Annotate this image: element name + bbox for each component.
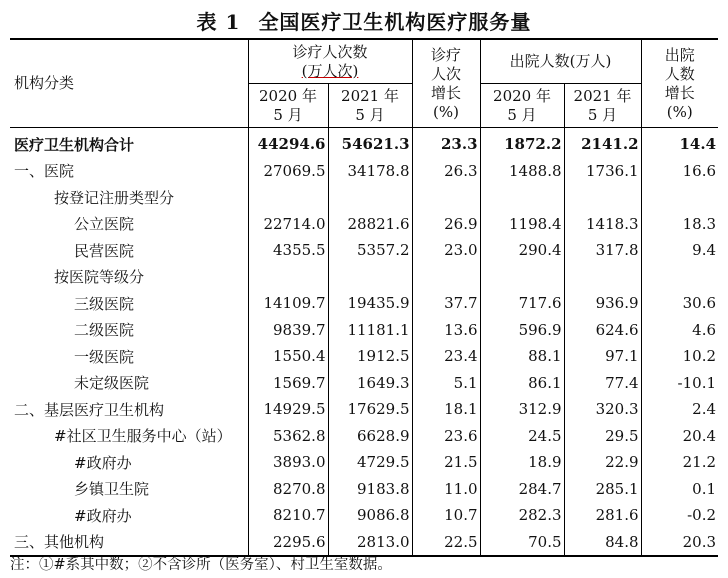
cell-visits-2020 — [248, 264, 328, 291]
cell-visits-2021: 5357.2 — [328, 237, 412, 264]
cell-visits-growth — [412, 264, 480, 291]
cell-visits-2021: 17629.5 — [328, 396, 412, 423]
cell-visits-2020 — [248, 184, 328, 211]
cell-visits-2020: 44294.6 — [248, 128, 328, 158]
row-name: #政府办 — [74, 453, 132, 472]
cell-visits-2021: 19435.9 — [328, 290, 412, 317]
row-name: 未定级医院 — [74, 374, 150, 393]
table-row — [10, 184, 718, 211]
cell-discharge-2020 — [480, 264, 564, 291]
table-row — [10, 290, 718, 317]
cell-visits-2021: 28821.6 — [328, 211, 412, 238]
cell-discharge-2021: 29.5 — [564, 423, 641, 450]
row-name: 民营医院 — [74, 241, 135, 260]
cell-visits-growth: 10.7 — [412, 502, 480, 529]
cell-discharge-growth: -0.2 — [641, 502, 718, 529]
header-discharge-2021: 2021 年 5 月 — [564, 84, 641, 128]
cell-discharge-growth: 16.6 — [641, 158, 718, 185]
cell-visits-2020: 14109.7 — [248, 290, 328, 317]
cell-visits-2020: 8210.7 — [248, 502, 328, 529]
cell-visits-growth: 23.0 — [412, 237, 480, 264]
cell-discharge-growth: 18.3 — [641, 211, 718, 238]
cell-visits-2021: 9086.8 — [328, 502, 412, 529]
table-row — [10, 211, 718, 238]
cell-discharge-growth: 21.2 — [641, 449, 718, 476]
row-name: 二、基层医疗卫生机构 — [14, 400, 165, 419]
cell-discharge-2020: 18.9 — [480, 449, 564, 476]
cell-discharge-2020: 596.9 — [480, 317, 564, 344]
cell-visits-2021: 2813.0 — [328, 529, 412, 557]
row-name: #政府办 — [74, 506, 132, 525]
row-name: 三、其他机构 — [14, 533, 105, 552]
cell-visits-growth: 11.0 — [412, 476, 480, 503]
table-row — [10, 370, 718, 397]
cell-visits-2021 — [328, 184, 412, 211]
cell-visits-growth — [412, 184, 480, 211]
cell-visits-growth: 23.4 — [412, 343, 480, 370]
cell-discharge-2020: 1198.4 — [480, 211, 564, 238]
table-row — [10, 396, 718, 423]
row-name: 一级医院 — [74, 347, 135, 366]
cell-visits-2021: 6628.9 — [328, 423, 412, 450]
cell-discharge-2021: 320.3 — [564, 396, 641, 423]
cell-discharge-growth: 4.6 — [641, 317, 718, 344]
cell-visits-2020: 4355.5 — [248, 237, 328, 264]
table-title — [0, 6, 728, 35]
header-visits-2021: 2021 年 5 月 — [328, 84, 412, 128]
cell-discharge-2020 — [480, 184, 564, 211]
header-visits-group: 诊疗人次数 (万人次) — [248, 39, 412, 84]
cell-visits-growth: 21.5 — [412, 449, 480, 476]
row-name: #社区卫生服务中心（站） — [54, 427, 232, 446]
cell-discharge-growth: 9.4 — [641, 237, 718, 264]
cell-discharge-2021: 285.1 — [564, 476, 641, 503]
row-name: 按医院等级分 — [54, 268, 145, 287]
cell-discharge-2021: 317.8 — [564, 237, 641, 264]
cell-discharge-growth: 0.1 — [641, 476, 718, 503]
cell-visits-growth: 5.1 — [412, 370, 480, 397]
table-row — [10, 343, 718, 370]
cell-visits-2020: 22714.0 — [248, 211, 328, 238]
table-title-text: 全国医疗卫生机构医疗服务量 — [258, 10, 532, 34]
cell-discharge-2020: 290.4 — [480, 237, 564, 264]
header-discharge-growth: 出院 人数 增长 (%) — [641, 39, 718, 128]
table-row — [10, 158, 718, 185]
cell-discharge-2020: 70.5 — [480, 529, 564, 557]
cell-discharge-growth: 30.6 — [641, 290, 718, 317]
cell-discharge-growth — [641, 264, 718, 291]
cell-visits-2021: 34178.8 — [328, 158, 412, 185]
cell-discharge-2021: 77.4 — [564, 370, 641, 397]
table-row — [10, 317, 718, 344]
cell-discharge-2021: 1736.1 — [564, 158, 641, 185]
cell-discharge-2020: 86.1 — [480, 370, 564, 397]
cell-visits-2020: 9839.7 — [248, 317, 328, 344]
table-row — [10, 128, 718, 158]
cell-visits-2021: 1649.3 — [328, 370, 412, 397]
cell-discharge-2021: 281.6 — [564, 502, 641, 529]
cell-discharge-2020: 1488.8 — [480, 158, 564, 185]
row-name: 二级医院 — [74, 321, 135, 340]
cell-visits-2020: 1569.7 — [248, 370, 328, 397]
cell-visits-growth: 37.7 — [412, 290, 480, 317]
cell-discharge-growth — [641, 184, 718, 211]
cell-discharge-2021: 1418.3 — [564, 211, 641, 238]
cell-visits-growth: 18.1 — [412, 396, 480, 423]
cell-discharge-2020: 88.1 — [480, 343, 564, 370]
header-visits-growth: 诊疗 人次 增长 (%) — [412, 39, 480, 128]
cell-discharge-growth: 20.4 — [641, 423, 718, 450]
cell-discharge-2020: 24.5 — [480, 423, 564, 450]
cell-visits-2020: 14929.5 — [248, 396, 328, 423]
cell-visits-growth: 26.9 — [412, 211, 480, 238]
cell-visits-2021: 4729.5 — [328, 449, 412, 476]
row-name: 公立医院 — [74, 215, 135, 234]
cell-discharge-2021: 936.9 — [564, 290, 641, 317]
cell-visits-2021: 11181.1 — [328, 317, 412, 344]
cell-visits-growth: 23.3 — [412, 128, 480, 158]
table-row — [10, 237, 718, 264]
cell-discharge-2020: 312.9 — [480, 396, 564, 423]
cell-visits-growth: 26.3 — [412, 158, 480, 185]
table-row — [10, 423, 718, 450]
cell-discharge-growth: 2.4 — [641, 396, 718, 423]
cell-discharge-2020: 282.3 — [480, 502, 564, 529]
cell-discharge-growth: 20.3 — [641, 529, 718, 557]
header-discharge-2020: 2020 年 5 月 — [480, 84, 564, 128]
cell-discharge-2020: 1872.2 — [480, 128, 564, 158]
row-name: 乡镇卫生院 — [74, 480, 150, 499]
cell-visits-2020: 1550.4 — [248, 343, 328, 370]
cell-visits-growth: 23.6 — [412, 423, 480, 450]
row-name: 按登记注册类型分 — [54, 188, 175, 207]
header-category: 机构分类 — [14, 74, 75, 92]
row-name: 三级医院 — [74, 294, 135, 313]
row-name: 医疗卫生机构合计 — [14, 135, 135, 154]
cell-visits-2021 — [328, 264, 412, 291]
cell-visits-2021: 9183.8 — [328, 476, 412, 503]
cell-discharge-2021: 84.8 — [564, 529, 641, 557]
table-row — [10, 449, 718, 476]
cell-visits-2020: 5362.8 — [248, 423, 328, 450]
table-footnote: 注：①#系其中数；②不含诊所（医务室）、村卫生室数据。 — [10, 557, 392, 573]
table-row — [10, 529, 718, 557]
cell-discharge-2020: 717.6 — [480, 290, 564, 317]
table-row — [10, 502, 718, 529]
cell-discharge-2021 — [564, 264, 641, 291]
cell-discharge-growth: 10.2 — [641, 343, 718, 370]
cell-visits-growth: 22.5 — [412, 529, 480, 557]
cell-visits-2020: 27069.5 — [248, 158, 328, 185]
cell-discharge-growth: 14.4 — [641, 128, 718, 158]
medical-service-table — [10, 38, 718, 557]
cell-visits-growth: 13.6 — [412, 317, 480, 344]
cell-discharge-2021: 97.1 — [564, 343, 641, 370]
cell-visits-2021: 1912.5 — [328, 343, 412, 370]
row-name: 一、医院 — [14, 162, 75, 181]
cell-discharge-2021 — [564, 184, 641, 211]
cell-discharge-2020: 284.7 — [480, 476, 564, 503]
header-visits-2020: 2020 年 5 月 — [248, 84, 328, 128]
cell-discharge-2021: 22.9 — [564, 449, 641, 476]
cell-visits-2021: 54621.3 — [328, 128, 412, 158]
cell-visits-2020: 3893.0 — [248, 449, 328, 476]
cell-visits-2020: 8270.8 — [248, 476, 328, 503]
header-discharge-group: 出院人数(万人) — [480, 39, 641, 84]
table-row — [10, 476, 718, 503]
table-row — [10, 264, 718, 291]
cell-discharge-growth: -10.1 — [641, 370, 718, 397]
cell-visits-2020: 2295.6 — [248, 529, 328, 557]
table-number: 表 1 — [196, 10, 241, 34]
cell-discharge-2021: 2141.2 — [564, 128, 641, 158]
cell-discharge-2021: 624.6 — [564, 317, 641, 344]
